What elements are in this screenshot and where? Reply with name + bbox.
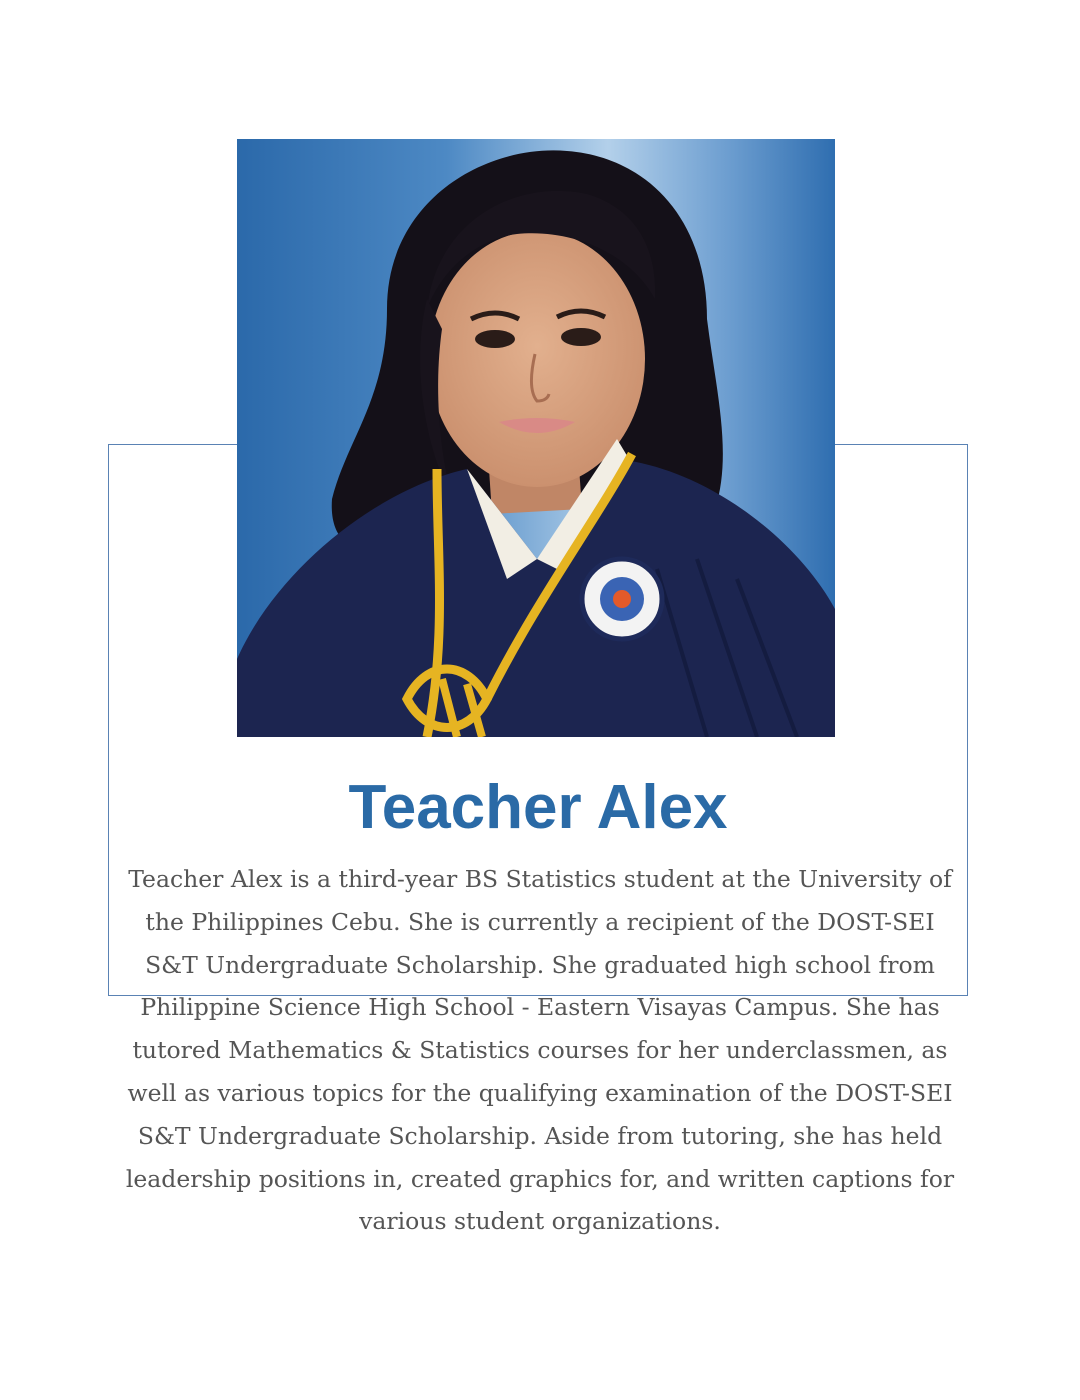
profile-name: Teacher Alex: [348, 773, 728, 842]
profile-bio: Teacher Alex is a third-year BS Statistics student at the University of the Philippines Cebu. She is currently a recipient of the DOST-SEI S&T Undergraduate Scholarship. She graduated high school from Philippine Science High School - Eastern Visayas Campus. She has tutored Mathematics & Statistics courses for her underclassmen, as well as various topics for the qualifying examination of the DOST-SEI S&T Undergraduate Scholarship. Aside from tutoring, she has held leadership positions in, created graphics for, and written captions for various student organizations.: [125, 865, 955, 1236]
portrait-photo: [237, 139, 835, 737]
